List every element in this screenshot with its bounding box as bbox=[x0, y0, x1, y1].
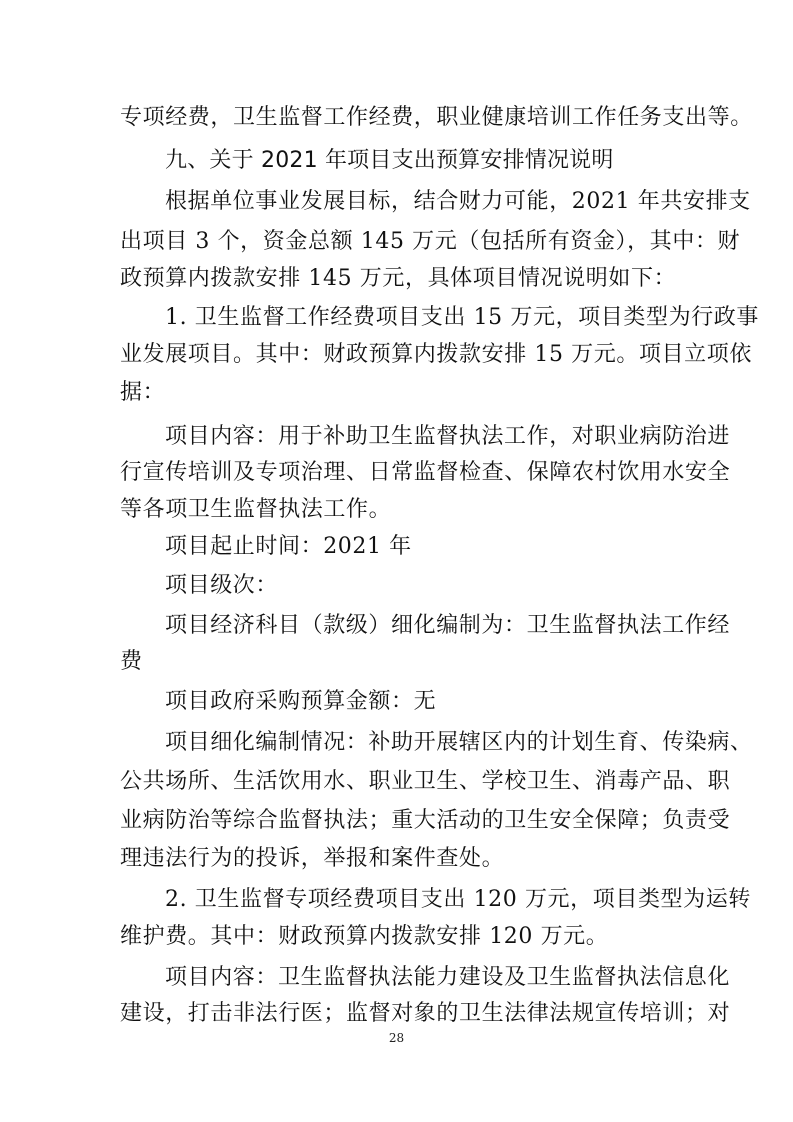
text-line: 据： bbox=[120, 380, 166, 405]
text-line: 建设，打击非法行医；监督对象的卫生法律法规宣传培训；对 bbox=[120, 1001, 731, 1026]
section-heading: 九、关于 2021 年项目支出预算安排情况说明 bbox=[165, 148, 614, 173]
text-line: 1. 卫生监督工作经费项目支出 15 万元，项目类型为行政事 bbox=[165, 305, 759, 330]
text-line: 根据单位事业发展目标，结合财力可能，2021 年共安排支 bbox=[165, 189, 751, 214]
text-line: 维护费。其中：财政预算内拨款安排 120 万元。 bbox=[120, 924, 609, 949]
text-line: 政预算内拨款安排 145 万元，具体项目情况说明如下： bbox=[120, 266, 677, 291]
text-line: 项目细化编制情况：补助开展辖区内的计划生育、传染病、 bbox=[165, 730, 753, 755]
text-line: 项目内容：卫生监督执法能力建设及卫生监督执法信息化 bbox=[165, 965, 731, 990]
text-line: 出项目 3 个，资金总额 145 万元（包括所有资金），其中：财 bbox=[120, 229, 741, 254]
text-line: 项目起止时间：2021 年 bbox=[165, 534, 412, 559]
text-line: 等各项卫生监督执法工作。 bbox=[120, 497, 392, 522]
text-line: 项目级次： bbox=[165, 573, 279, 598]
text-line: 项目经济科目（款级）细化编制为：卫生监督执法工作经 bbox=[165, 613, 731, 638]
text-line: 2. 卫生监督专项经费项目支出 120 万元，项目类型为运转 bbox=[165, 887, 751, 912]
text-line: 理违法行为的投诉，举报和案件查处。 bbox=[120, 846, 505, 871]
text-line: 公共场所、生活饮用水、职业卫生、学校卫生、消毒产品、职 bbox=[120, 769, 731, 794]
text-line: 费 bbox=[120, 649, 143, 674]
text-line: 项目内容：用于补助卫生监督执法工作，对职业病防治进 bbox=[165, 424, 731, 449]
text-line: 专项经费，卫生监督工作经费，职业健康培训工作任务支出等。 bbox=[120, 105, 753, 130]
text-line: 业发展项目。其中：财政预算内拨款安排 15 万元。项目立项依 bbox=[120, 342, 752, 367]
text-line: 业病防治等综合监督执法；重大活动的卫生安全保障；负责受 bbox=[120, 808, 731, 833]
text-line: 行宣传培训及专项治理、日常监督检查、保障农村饮用水安全 bbox=[120, 460, 731, 485]
page-number: 28 bbox=[388, 1031, 405, 1045]
text-line: 项目政府采购预算金额：无 bbox=[165, 689, 437, 714]
